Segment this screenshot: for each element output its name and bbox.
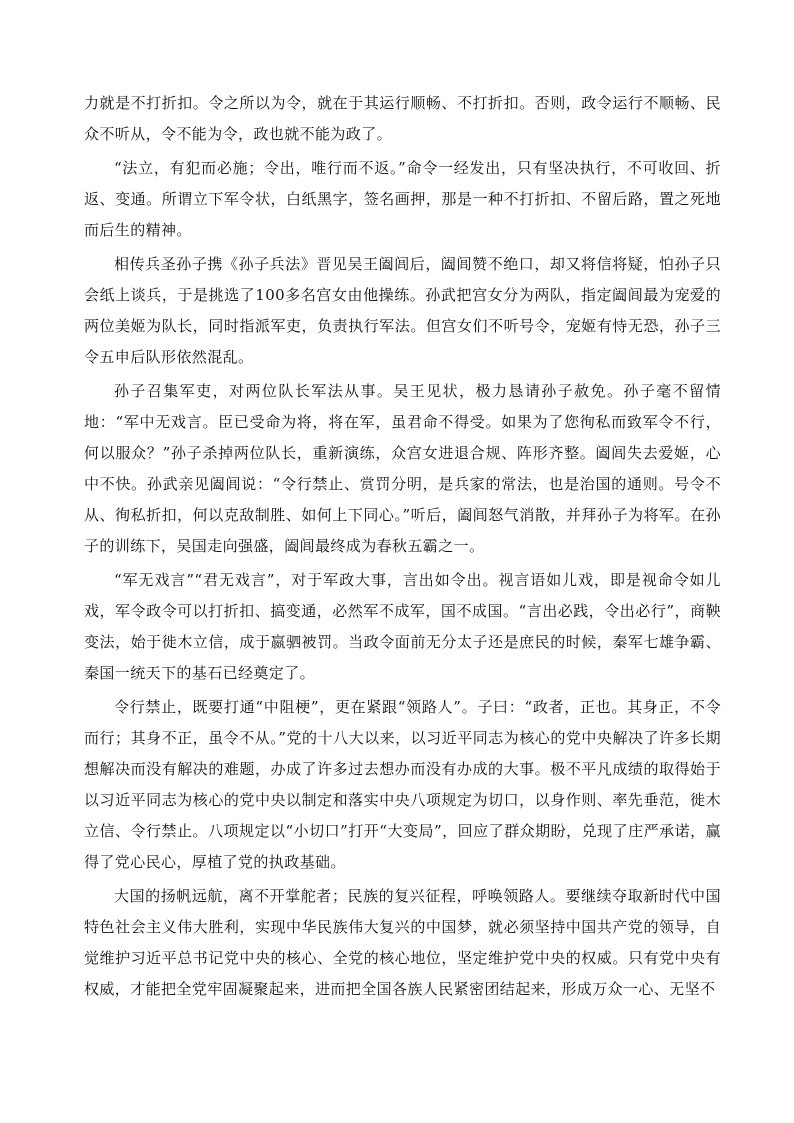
paragraph-7: 大国的扬帆远航，离不开掌舵者；民族的复兴征程，呼唤领路人。要继续夺取新时代中国特色社会主义伟大胜利，实现中华民族伟大复兴的中国梦，就必须坚持中国共产党的领导，自觉维护习近平总书记党中央的核心、全党的核心地位，坚定维护党中央的权威。只有党中央有权威，才能把全党牢固凝聚起来，进而把全国各族人民紧密团结起来，形成万众一心、无坚不: [84, 887, 721, 998]
document-page: [84, 88, 721, 1008]
paragraph-1: 力就是不打折扣。令之所以为令，就在于其运行顺畅、不打折扣。否则，政令运行不顺畅、民众不听从，令不能为令，政也就不能为政了。: [84, 94, 721, 143]
paragraph-4: 孙子召集军吏，对两位队长军法从事。吴王见状，极力恳请孙子赦免。孙子毫不留情地：“军中无戏言。臣已受命为将，将在军，虽君命不得受。如果为了您徇私而致军令不行，何以服众？”孙子杀掉两位队长，重新演练，众宫女进退合规、阵形齐整。阖闾失去爱姬，心中不快。孙武亲见阖闾说：“令行禁止、赏罚分明，是兵家的常法，也是治国的通则。号令不从、徇私折扣，何以克敌制胜、如何上下同心。”听后，阖闾怒气消散，并拜孙子为将军。在孙子的训练下，吴国走向强盛，阖闾最终成为春秋五霸之一。: [84, 382, 721, 555]
paragraph-5: “军无戏言”“君无戏言”，对于军政大事，言出如令出。视言语如儿戏，即是视命令如儿戏，军令政令可以打折扣、搞变通，必然军不成军，国不成国。“言出必践，令出必行”，商鞅变法，始于徙木立信，成于嬴驷被罚。当政令面前无分太子还是庶民的时候，秦军七雄争霸、秦国一统天下的基石已经奠定了。: [84, 571, 721, 682]
paragraph-2: “法立，有犯而必施；令出，唯行而不返。”命令一经发出，只有坚决执行，不可收回、折返、变通。所谓立下军令状，白纸黑字，签名画押，那是一种不打折扣、不留后路，置之死地而后生的精神。: [84, 159, 721, 239]
paragraph-6: 令行禁止，既要打通“中阻梗”，更在紧跟“领路人”。子曰：“政者，正也。其身正，不令而行；其身不正，虽令不从。”党的十八大以来，以习近平同志为核心的党中央解决了许多长期想解决而没有解决的难题，办成了许多过去想办而没有办成的大事。极不平凡成绩的取得始于以习近平同志为核心的党中央以制定和落实中央八项规定为切口，以身作则、率先垂范，徙木立信、令行禁止。八项规定以“小切口”打开“大变局”，回应了群众期盼，兑现了庄严承诺，赢得了党心民心，厚植了党的执政基础。: [84, 698, 721, 871]
paragraph-3: 相传兵圣孙子携《孙子兵法》晋见吴王阖闾后，阖闾赞不绝口，却又将信将疑，怕孙子只会纸上谈兵，于是挑选了100多名宫女由他操练。孙武把宫女分为两队，指定阖闾最为宠爱的两位美姬为队长，同时指派军吏，负责执行军法。但宫女们不听号令，宠姬有恃无恐，孙子三令五申后队形依然混乱。: [84, 255, 721, 366]
